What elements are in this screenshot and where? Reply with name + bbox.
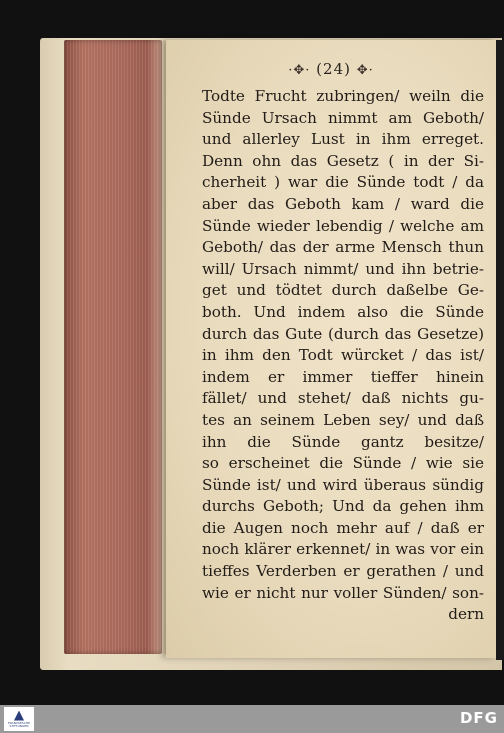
catchword: dern xyxy=(448,605,484,624)
text-line: tieffes Verderben er gerathen / und xyxy=(202,562,484,581)
text-line: so erscheinet die Sünde / wie sie xyxy=(202,454,484,473)
text-line: Geboth/ das der arme Mensch thun xyxy=(202,238,484,257)
text-line: wie er nicht nur voller Sünden/ son- xyxy=(202,583,484,602)
page-text xyxy=(202,86,484,626)
viewer-footer-bar xyxy=(0,705,504,733)
text-line: indem er immer tieffer hinein xyxy=(202,367,484,386)
text-line: Sünde wieder lebendig / welche am xyxy=(202,216,484,235)
logo-mark-icon xyxy=(14,711,24,721)
text-line: in ihm den Todt würcket / das ist/ xyxy=(202,346,484,365)
page-header xyxy=(166,60,496,78)
book-page xyxy=(166,40,496,658)
text-line: Denn ohn das Gesetz ( in der Si- xyxy=(202,151,484,170)
text-line: cherheit ) war die Sünde todt / da xyxy=(202,173,484,192)
page-edges-red xyxy=(64,40,162,654)
text-line: durchs Geboth; Und da gehen ihm xyxy=(202,497,484,516)
text-line: die Augen noch mehr auf / daß er xyxy=(202,518,484,537)
ornament-left-icon: ·✥· xyxy=(288,63,311,78)
text-line: ihn die Sünde gantz besitze/ xyxy=(202,432,484,451)
text-line: aber das Geboth kam / ward die xyxy=(202,194,484,213)
franckesche-stiftungen-logo-icon[interactable] xyxy=(4,707,34,731)
text-line: Sünde Ursach nimmt am Geboth/ xyxy=(202,108,484,127)
text-line: both. Und indem also die Sünde xyxy=(202,302,484,321)
text-line: und allerley Lust in ihm erreget. xyxy=(202,130,484,149)
text-line: fället/ und stehet/ daß nichts gu- xyxy=(202,389,484,408)
dfg-logo[interactable]: DFG xyxy=(459,709,498,727)
ornament-right-icon: ✥· xyxy=(356,63,374,78)
scan-right-edge xyxy=(496,40,504,660)
text-line: tes an seinem Leben sey/ und daß xyxy=(202,410,484,429)
text-line: will/ Ursach nimmt/ und ihn betrie- xyxy=(202,259,484,278)
text-line: Sünde ist/ und wird überaus sündig xyxy=(202,475,484,494)
text-line: Todte Frucht zubringen/ weiln die xyxy=(202,87,484,105)
text-line: noch klärer erkennet/ in was vor ein xyxy=(202,540,484,559)
logo-caption: FRANCKESCHE STIFTUNGEN xyxy=(7,720,31,728)
text-line: durch das Gute (durch das Gesetze) xyxy=(202,324,484,343)
text-line: get und tödtet durch daßelbe Ge- xyxy=(202,281,484,300)
page-number: (24) xyxy=(316,60,351,78)
